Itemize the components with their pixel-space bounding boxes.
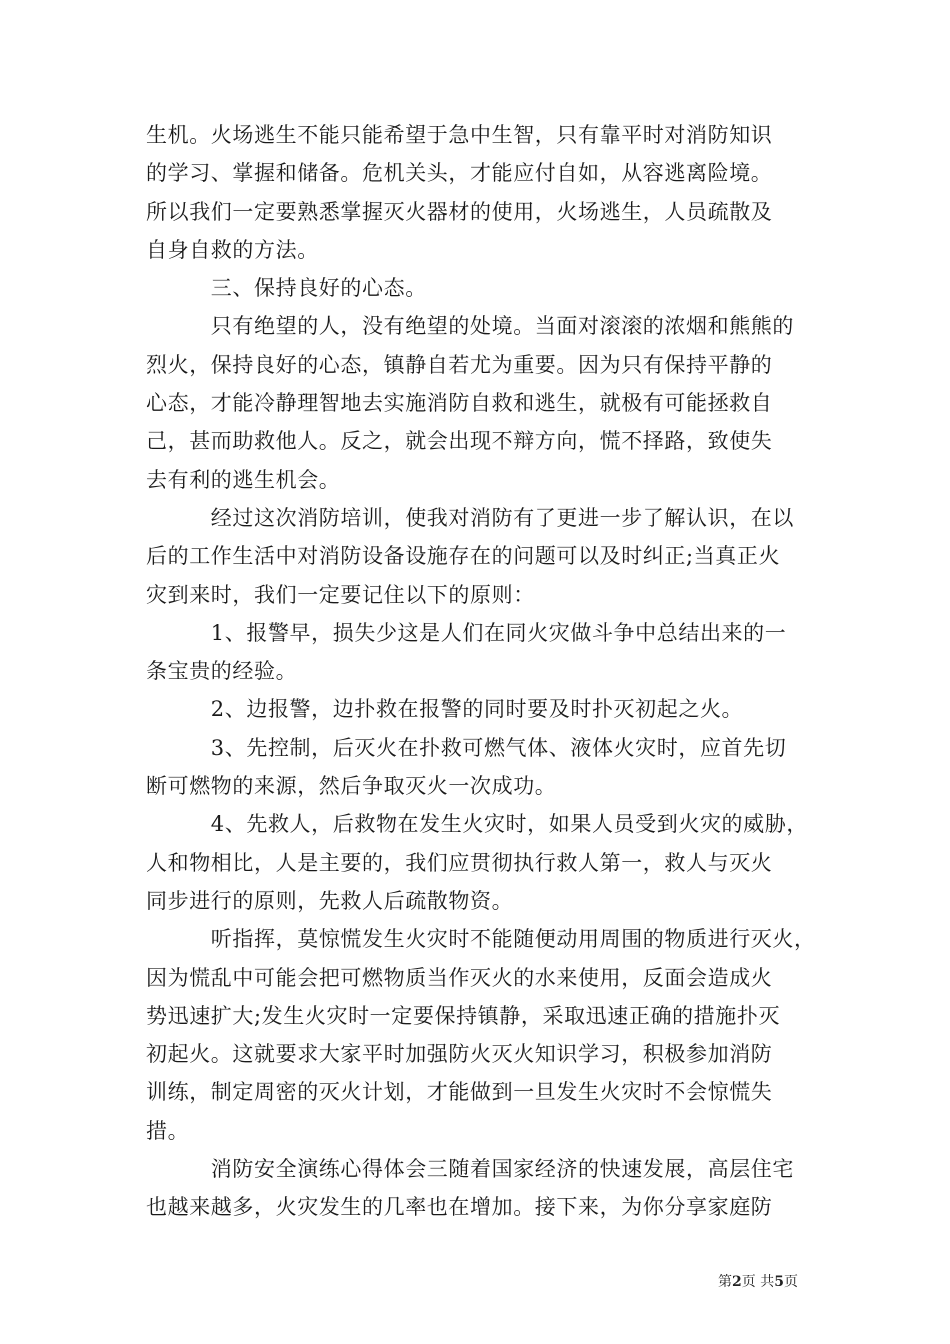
list-item-line: 2、边报警，边扑救在报警的同时要及时扑灭初起之火。	[146, 697, 744, 722]
text-line: 只有绝望的人，没有绝望的处境。当面对滚滚的浓烟和熊熊的	[146, 314, 794, 339]
footer-prefix: 第	[718, 1274, 732, 1290]
text-line: 也越来越多，火灾发生的几率也在增加。接下来，为你分享家庭防	[146, 1195, 773, 1220]
text-line: 生机。火场逃生不能只能希望于急中生智，只有靠平时对消防知识	[146, 123, 773, 147]
text-line: 训练，制定周密的灭火计划，才能做到一旦发生火灾时不会惊慌失	[146, 1080, 773, 1105]
text-line: 听指挥，莫惊慌发生火灾时不能随便动用周围的物质进行灭火，	[146, 927, 816, 952]
text-line: 同步进行的原则，先救人后疏散物资。	[146, 888, 514, 913]
text-line: 己，甚而助救他人。反之，就会出现不辩方向，慌不择路，致使失	[146, 429, 773, 454]
text-line: 后的工作生活中对消防设备设施存在的问题可以及时纠正;当真正火	[146, 544, 781, 569]
text-line: 心态，才能冷静理智地去实施消防自救和逃生，就极有可能拯救自	[146, 391, 773, 416]
text-line: 人和物相比，人是主要的，我们应贯彻执行救人第一，救人与灭火	[146, 850, 773, 875]
text-line: 自身自救的方法。	[146, 237, 319, 262]
text-line: 断可燃物的来源，然后争取灭火一次成功。	[146, 774, 557, 799]
footer-middle: 页 共	[741, 1274, 775, 1290]
list-item-line: 3、先控制，后灭火在扑救可燃气体、液体火灾时，应首先切	[146, 735, 787, 760]
text-line: 因为慌乱中可能会把可燃物质当作灭火的水来使用，反面会造成火	[146, 965, 773, 990]
text-line: 初起火。这就要求大家平时加强防火灭火知识学习，积极参加消防	[146, 1042, 773, 1067]
text-line: 经过这次消防培训，使我对消防有了更进一步了解认识，在以	[146, 505, 794, 530]
text-line: 的学习、掌握和储备。危机关头，才能应付自如，从容逃离险境。	[146, 161, 773, 186]
list-item-line: 4、先救人，后救物在发生火灾时，如果人员受到火灾的威胁，	[146, 812, 808, 837]
section-heading: 三、保持良好的心态。	[146, 276, 427, 301]
body-text	[146, 116, 816, 1227]
text-line: 条宝贵的经验。	[146, 659, 298, 684]
page-number-footer	[718, 1273, 798, 1291]
current-page-number: 2	[732, 1274, 742, 1290]
list-item-line: 1、报警早，损失少这是人们在同火灾做斗争中总结出来的一	[146, 620, 787, 645]
text-line: 消防安全演练心得体会三随着国家经济的快速发展，高层住宅	[146, 1157, 794, 1182]
footer-suffix: 页	[783, 1274, 798, 1290]
text-line: 去有利的逃生机会。	[146, 467, 341, 492]
total-pages-number: 5	[774, 1274, 784, 1290]
text-line: 所以我们一定要熟悉掌握灭火器材的使用，火场逃生，人员疏散及	[146, 199, 773, 224]
text-line: 烈火，保持良好的心态，镇静自若尤为重要。因为只有保持平静的	[146, 352, 773, 377]
text-line: 灾到来时，我们一定要记住以下的原则：	[146, 582, 535, 607]
text-line: 措。	[146, 1118, 190, 1143]
text-line: 势迅速扩大;发生火灾时一定要保持镇静，采取迅速正确的措施扑灭	[146, 1003, 781, 1028]
